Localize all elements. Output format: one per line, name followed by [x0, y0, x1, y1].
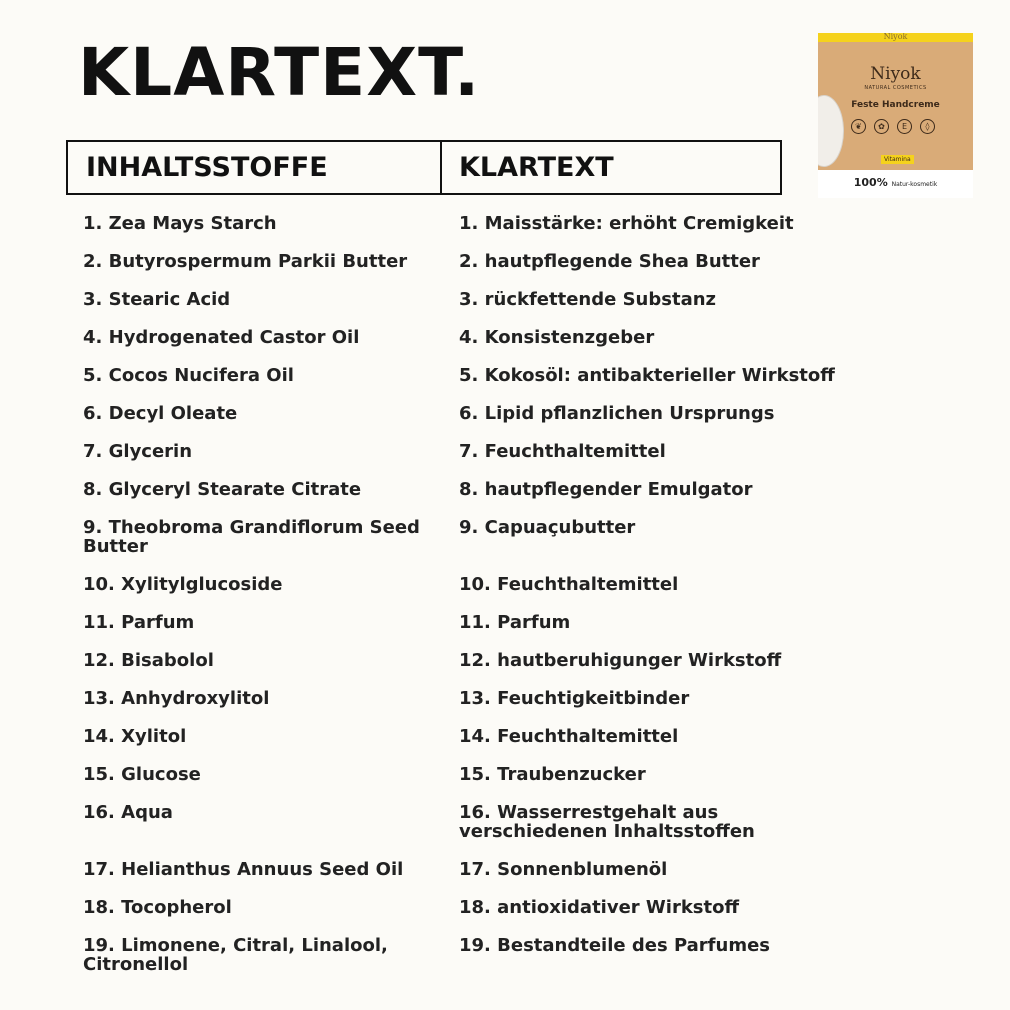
e-icon: E [897, 119, 912, 134]
product-footer [818, 176, 973, 189]
ingredient-explanation: 18. antioxidativer Wirkstoff [459, 897, 740, 918]
ingredient-explanation: 11. Parfum [459, 612, 571, 633]
header-klartext: KLARTEXT [459, 152, 614, 183]
product-brand: Niyok [870, 64, 921, 84]
ingredient-name: 7. Glycerin [83, 441, 193, 462]
ingredient-explanation: 16. Wasserrestgehalt aus verschiedenen Inhaltsstoffen [459, 802, 755, 842]
ingredient-name: 3. Stearic Acid [83, 289, 231, 310]
ingredient-name: 10. Xylitylglucoside [83, 574, 283, 595]
table-row [83, 936, 843, 974]
ingredient-name: 17. Helianthus Annuus Seed Oil [83, 859, 404, 880]
ingredient-explanation: 12. hautberuhigunger Wirkstoff [459, 650, 782, 671]
table-row [83, 252, 843, 290]
ingredient-name: 1. Zea Mays Starch [83, 213, 277, 234]
ingredient-explanation: 5. Kokosöl: antibakterieller Wirkstoff [459, 365, 835, 386]
product-footer-text: Natur-kosmetik [891, 181, 938, 188]
ingredient-name: 2. Butyrospermum Parkii Butter [83, 251, 408, 272]
ingredient-name: 13. Anhydroxylitol [83, 688, 270, 709]
table-row [83, 651, 843, 689]
table-row [83, 765, 843, 803]
ingredient-name: 4. Hydrogenated Castor Oil [83, 327, 360, 348]
page-title: KLARTEXT. [78, 34, 481, 111]
ingredient-explanation: 15. Traubenzucker [459, 764, 646, 785]
ingredient-explanation: 9. Capuaçubutter [459, 517, 636, 538]
table-row [83, 727, 843, 765]
ingredient-explanation: 4. Konsistenzgeber [459, 327, 655, 348]
ingredient-explanation: 17. Sonnenblumenöl [459, 859, 668, 880]
ingredient-name: 9. Theobroma Grandiflorum Seed Butter [83, 517, 420, 557]
table-row [83, 803, 843, 860]
product-lid-brand: Niyok [883, 33, 908, 41]
ingredient-explanation: 2. hautpflegende Shea Butter [459, 251, 760, 272]
product-name: Feste Handcreme [851, 100, 940, 110]
leaf-icon: ❦ [851, 119, 866, 134]
table-row [83, 898, 843, 936]
ingredient-explanation: 6. Lipid pflanzlichen Ursprungs [459, 403, 775, 424]
drop-icon: ◊ [920, 119, 935, 134]
ingredient-explanation: 8. hautpflegender Emulgator [459, 479, 753, 500]
ingredient-name: 6. Decyl Oleate [83, 403, 238, 424]
product-tag: Vitamina [881, 155, 914, 164]
product-icons [851, 119, 935, 134]
product-footer-percent: 100% [853, 176, 888, 189]
ingredient-name: 5. Cocos Nucifera Oil [83, 365, 294, 386]
header-ingredients: INHALTSSTOFFE [68, 142, 442, 193]
table-row [83, 290, 843, 328]
ingredient-name: 14. Xylitol [83, 726, 187, 747]
table-row [83, 328, 843, 366]
ingredient-name: 18. Tocopherol [83, 897, 232, 918]
table-row [83, 575, 843, 613]
ingredient-name: 16. Aqua [83, 802, 173, 823]
table-row [83, 613, 843, 651]
ingredient-explanation: 3. rückfettende Substanz [459, 289, 717, 310]
ingredient-name: 12. Bisabolol [83, 650, 214, 671]
ingredient-name: 15. Glucose [83, 764, 201, 785]
table-row [83, 689, 843, 727]
table-row [83, 518, 843, 575]
ingredient-explanation: 13. Feuchtigkeitbinder [459, 688, 690, 709]
ingredient-explanation: 7. Feuchthaltemittel [459, 441, 666, 462]
ingredient-explanation: 14. Feuchthaltemittel [459, 726, 679, 747]
ingredient-name: 8. Glyceryl Stearate Citrate [83, 479, 362, 500]
table-header [66, 140, 782, 195]
table-row [83, 860, 843, 898]
ingredient-name: 11. Parfum [83, 612, 195, 633]
table-row [83, 442, 843, 480]
plant-icon: ✿ [874, 119, 889, 134]
product-subbrand: NATURAL COSMETICS [864, 85, 927, 91]
ingredient-explanation: 19. Bestandteile des Parfumes [459, 935, 771, 956]
table-row [83, 366, 843, 404]
product-image [818, 33, 973, 198]
ingredient-explanation: 1. Maisstärke: erhöht Cremigkeit [459, 213, 794, 234]
table-row [83, 480, 843, 518]
table-row [83, 214, 843, 252]
ingredient-explanation: 10. Feuchthaltemittel [459, 574, 679, 595]
table-row [83, 404, 843, 442]
ingredient-name: 19. Limonene, Citral, Linalool, Citronellol [83, 935, 388, 975]
ingredient-table [83, 214, 843, 974]
